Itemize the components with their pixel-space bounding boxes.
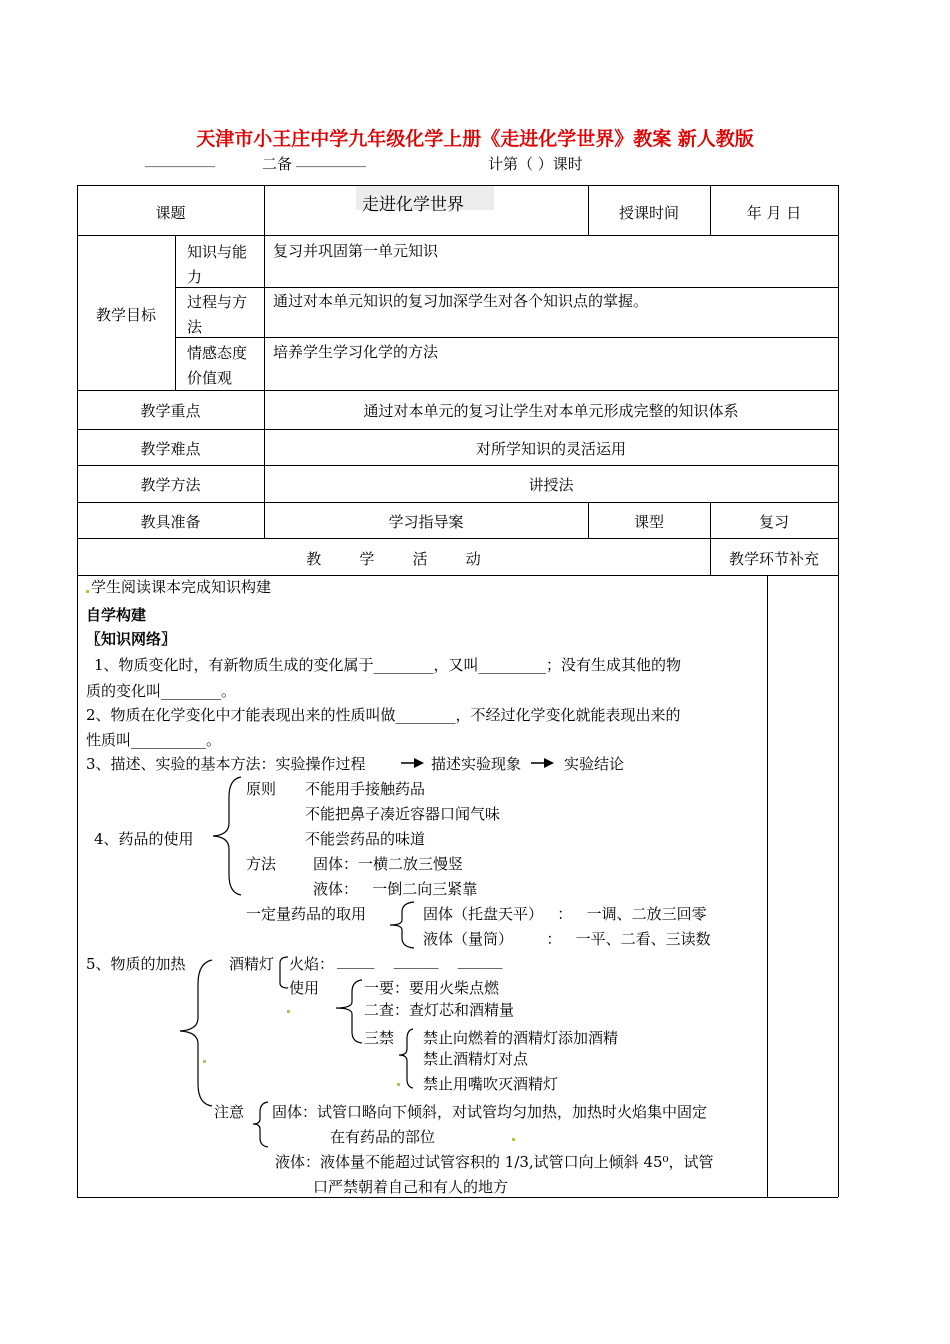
note-liquid-line2: 口严禁朝着自己和有人的地方 (313, 1178, 509, 1196)
item1-line1: 1、物质变化时，有新物质生成的变化属于________，又叫_________；没有生成其他的物 (94, 656, 682, 674)
type-label: 课型 (633, 513, 664, 531)
ban-3: 禁止用嘴吹灭酒精灯 (423, 1075, 559, 1093)
quantity-solid: 固体（托盘天平） ： 一调、二放三回零 (423, 905, 707, 923)
subheader-blank: __________ (145, 152, 215, 168)
lamp-label: 酒精灯 (229, 955, 275, 973)
method-value: 讲授法 (528, 476, 574, 494)
goal-text-attitude: 培养学生学习化学的方法 (273, 343, 439, 361)
arrow-right-icon (400, 756, 426, 770)
note-label: 注意 (214, 1103, 245, 1121)
brace-icon (176, 958, 216, 1108)
goal-text-knowledge: 复习并巩固第一单元知识 (273, 242, 439, 260)
method-label-4: 方法 (246, 855, 277, 873)
topic-label: 课题 (155, 204, 186, 222)
activity-label: 教 学 活 动 (306, 550, 481, 568)
item2-line2: 性质叫__________。 (86, 731, 222, 749)
goals-label: 教学目标 (95, 306, 156, 324)
method-solid: 固体：一横二放三慢竖 (313, 855, 464, 873)
brace-icon (205, 775, 245, 897)
heading-self-study: 自学构建 (86, 606, 147, 624)
item3-text: 3、描述、实验的基本方法：实验操作过程 (86, 755, 366, 773)
difficulty-label: 教学难点 (140, 440, 201, 458)
item1-line2: 质的变化叫________。 (86, 682, 237, 700)
item5-label: 5、物质的加热 (86, 955, 186, 973)
bracket-icon (276, 955, 290, 991)
item3-conclusion: 实验结论 (564, 755, 625, 773)
note-liquid-line1: 液体：液体量不能超过试管容积的 1/3,试管口向上倾斜 45⁰，试管 (275, 1153, 714, 1171)
date-value: 年 月 日 (746, 204, 802, 222)
topic-value: 走进化学世界 (362, 195, 464, 215)
ban-2: 禁止酒精灯对点 (423, 1050, 529, 1068)
document-title: 天津市小王庄中学九年级化学上册《走进化学世界》教案 新人教版 (196, 128, 754, 150)
principle-label: 原则 (246, 780, 277, 798)
brace-icon (250, 1100, 272, 1150)
ban-1: 禁止向燃着的酒精灯添加酒精 (423, 1029, 619, 1047)
key-value: 通过对本单元的复习让学生对本单元形成完整的知识体系 (363, 402, 739, 420)
key-label: 教学重点 (140, 402, 201, 420)
flame-label: 火焰： (289, 955, 335, 973)
tools-value: 学习指导案 (388, 513, 464, 531)
intro-text: 学生阅读课本完成知识构建 (91, 578, 272, 596)
arrow-right-icon (530, 756, 556, 770)
type-value: 复习 (758, 513, 789, 531)
goal-category-knowledge: 知识与能 力 (187, 243, 248, 286)
time-label: 授课时间 (618, 204, 679, 222)
tools-label: 教具准备 (140, 513, 201, 531)
method-label: 教学方法 (140, 476, 201, 494)
ban-label: 三禁 (364, 1029, 395, 1047)
heading-knowledge-network: 〖知识网络〗 (86, 630, 177, 648)
difficulty-value: 对所学知识的灵活运用 (475, 440, 626, 458)
quantity-liquid: 液体（量筒） ： 一平、二看、三读数 (423, 930, 711, 948)
item2-line1: 2、物质在化学变化中才能表现出来的性质叫做________，不经过化学变化就能表现出来的 (86, 706, 681, 724)
principle-1: 不能用手接触药品 (305, 780, 426, 798)
note-solid-line2: 在有药品的部位 (330, 1128, 436, 1146)
principle-2: 不能把鼻子凑近容器口闻气味 (305, 805, 501, 823)
subheader-prep-label: 二备 (262, 155, 293, 173)
use-2: 二查：查灯芯和酒精量 (364, 1001, 515, 1019)
goal-category-attitude: 情感态度 价值观 (187, 344, 248, 387)
method-liquid: 液体： 一倒二向三紧靠 (313, 880, 478, 898)
use-1: 一要：要用火柴点燃 (364, 979, 500, 997)
note-solid-line1: 固体：试管口略向下倾斜，对试管均匀加热，加热时火焰集中固定 (272, 1103, 708, 1121)
brace-icon (395, 1027, 417, 1089)
supplement-label: 教学环节补充 (728, 550, 819, 568)
goal-category-process: 过程与方 法 (187, 293, 248, 336)
brace-icon (378, 900, 418, 950)
item3-observe: 描述实验现象 (431, 755, 522, 773)
item4-label: 4、药品的使用 (94, 830, 194, 848)
quantity-label: 一定量药品的取用 (246, 905, 367, 923)
brace-icon (330, 978, 366, 1046)
subheader-plan: 计第（ ）课时 (488, 155, 583, 173)
subheader-prep-blank: __________ (296, 152, 366, 168)
flame-blanks: _____ ______ ______ (337, 951, 503, 969)
goal-text-process: 通过对本单元知识的复习加深学生对各个知识点的掌握。 (273, 292, 649, 310)
principle-3: 不能尝药品的味道 (305, 830, 426, 848)
use-label: 使用 (289, 979, 320, 997)
